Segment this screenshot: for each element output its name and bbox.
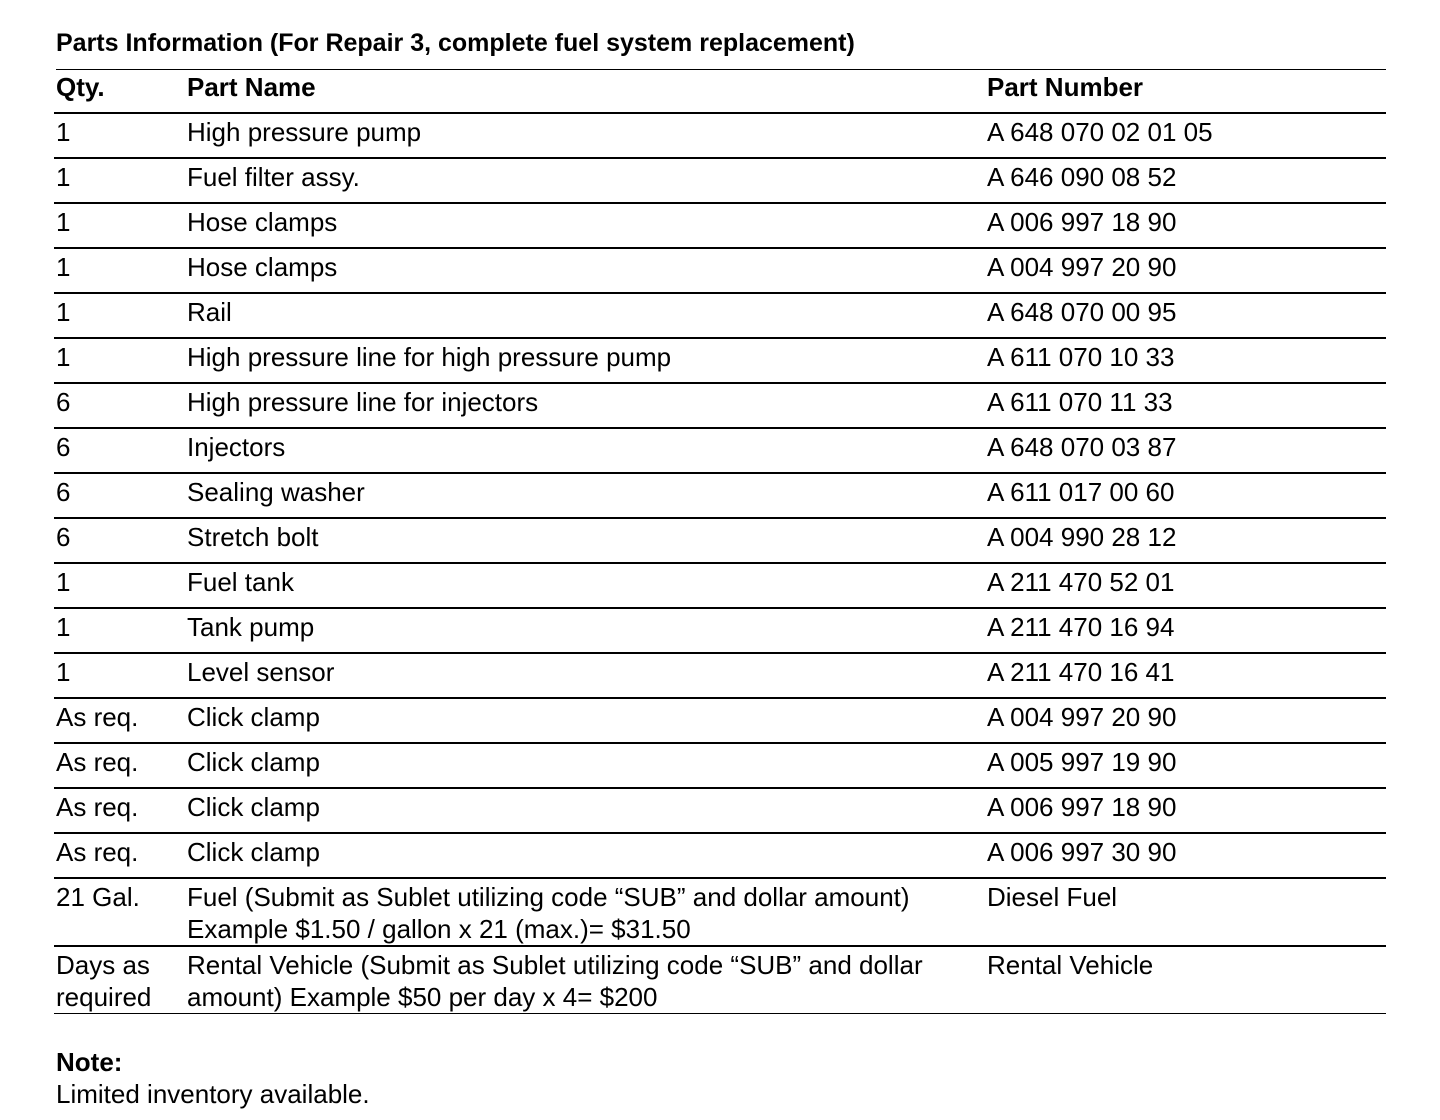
- cell-qty: 6: [54, 473, 185, 518]
- cell-qty: 1: [54, 653, 185, 698]
- cell-qty: 1: [54, 203, 185, 248]
- table-row: [54, 248, 1386, 293]
- table-row: [54, 338, 1386, 383]
- cell-part-number: A 004 997 20 90: [985, 248, 1386, 293]
- fuel-name-line2: Example $1.50 / gallon x 21 (max.)= $31.50: [187, 914, 691, 944]
- cell-part-name: Click clamp: [185, 698, 985, 743]
- cell-part-name: [185, 946, 985, 1014]
- table-row: [54, 203, 1386, 248]
- cell-part-number: A 006 997 18 90: [985, 203, 1386, 248]
- cell-part-name: High pressure line for injectors: [185, 383, 985, 428]
- cell-part-name: Stretch bolt: [185, 518, 985, 563]
- cell-part-name: Rail: [185, 293, 985, 338]
- cell-qty: 21 Gal.: [54, 878, 185, 946]
- table-row-rental: [54, 946, 1386, 1014]
- cell-qty: 6: [54, 383, 185, 428]
- table-row: [54, 383, 1386, 428]
- rental-qty-line2: required: [56, 982, 152, 1012]
- cell-part-number: Diesel Fuel: [985, 878, 1386, 946]
- table-row: [54, 698, 1386, 743]
- cell-qty: 1: [54, 158, 185, 203]
- cell-part-name: Level sensor: [185, 653, 985, 698]
- header-qty: Qty.: [54, 70, 185, 113]
- cell-qty: 1: [54, 563, 185, 608]
- cell-part-number: A 648 070 00 95: [985, 293, 1386, 338]
- table-row: [54, 113, 1386, 158]
- rental-qty-line1: Days as: [56, 950, 150, 980]
- cell-part-number: A 211 470 16 41: [985, 653, 1386, 698]
- cell-part-number: A 648 070 03 87: [985, 428, 1386, 473]
- cell-part-name: Hose clamps: [185, 203, 985, 248]
- table-row-fuel: [54, 878, 1386, 946]
- cell-qty: As req.: [54, 698, 185, 743]
- table-row: [54, 293, 1386, 338]
- parts-document: [56, 26, 1386, 1110]
- cell-part-name: Click clamp: [185, 833, 985, 878]
- table-row: [54, 563, 1386, 608]
- rental-name-line1: Rental Vehicle (Submit as Sublet utilizing code “SUB” and dollar: [187, 950, 923, 980]
- cell-part-number: A 211 470 16 94: [985, 608, 1386, 653]
- cell-qty: 6: [54, 428, 185, 473]
- cell-part-name: Click clamp: [185, 743, 985, 788]
- note-label: Note:: [56, 1047, 123, 1077]
- cell-part-number: A 611 070 11 33: [985, 383, 1386, 428]
- parts-table: [54, 70, 1386, 1014]
- cell-qty: [54, 946, 185, 1014]
- cell-part-number: A 646 090 08 52: [985, 158, 1386, 203]
- parts-table-body: [54, 113, 1386, 1014]
- cell-qty: As req.: [54, 743, 185, 788]
- cell-part-number: A 211 470 52 01: [985, 563, 1386, 608]
- cell-part-number: A 611 017 00 60: [985, 473, 1386, 518]
- table-header-row: [54, 70, 1386, 113]
- cell-part-name: Click clamp: [185, 788, 985, 833]
- header-part-number: Part Number: [985, 70, 1386, 113]
- cell-part-number: A 004 990 28 12: [985, 518, 1386, 563]
- cell-qty: 6: [54, 518, 185, 563]
- cell-part-number: A 006 997 30 90: [985, 833, 1386, 878]
- cell-qty: 1: [54, 248, 185, 293]
- cell-part-name: Tank pump: [185, 608, 985, 653]
- cell-part-name: [185, 878, 985, 946]
- cell-qty: As req.: [54, 788, 185, 833]
- header-part-name: Part Name: [185, 70, 985, 113]
- cell-part-name: Fuel filter assy.: [185, 158, 985, 203]
- cell-part-name: Injectors: [185, 428, 985, 473]
- cell-part-number: A 004 997 20 90: [985, 698, 1386, 743]
- cell-part-name: Hose clamps: [185, 248, 985, 293]
- rental-name-line2: amount) Example $50 per day x 4= $200: [187, 982, 658, 1012]
- cell-qty: 1: [54, 608, 185, 653]
- cell-part-name: Sealing washer: [185, 473, 985, 518]
- cell-qty: 1: [54, 338, 185, 383]
- table-row: [54, 833, 1386, 878]
- table-row: [54, 473, 1386, 518]
- cell-part-number: A 005 997 19 90: [985, 743, 1386, 788]
- cell-part-name: Fuel tank: [185, 563, 985, 608]
- cell-qty: As req.: [54, 833, 185, 878]
- table-row: [54, 518, 1386, 563]
- table-row: [54, 428, 1386, 473]
- cell-part-name: High pressure line for high pressure pump: [185, 338, 985, 383]
- table-row: [54, 788, 1386, 833]
- table-row: [54, 743, 1386, 788]
- note-section: [56, 1046, 1386, 1110]
- table-row: [54, 158, 1386, 203]
- cell-part-number: Rental Vehicle: [985, 946, 1386, 1014]
- table-row: [54, 653, 1386, 698]
- cell-qty: 1: [54, 293, 185, 338]
- cell-part-name: High pressure pump: [185, 113, 985, 158]
- cell-qty: 1: [54, 113, 185, 158]
- cell-part-number: A 648 070 02 01 05: [985, 113, 1386, 158]
- cell-part-number: A 611 070 10 33: [985, 338, 1386, 383]
- fuel-name-line1: Fuel (Submit as Sublet utilizing code “SUB” and dollar amount): [187, 882, 910, 912]
- note-text: Limited inventory available.: [56, 1079, 370, 1109]
- cell-part-number: A 006 997 18 90: [985, 788, 1386, 833]
- table-row: [54, 608, 1386, 653]
- document-title: Parts Information (For Repair 3, complete fuel system replacement): [56, 26, 1386, 70]
